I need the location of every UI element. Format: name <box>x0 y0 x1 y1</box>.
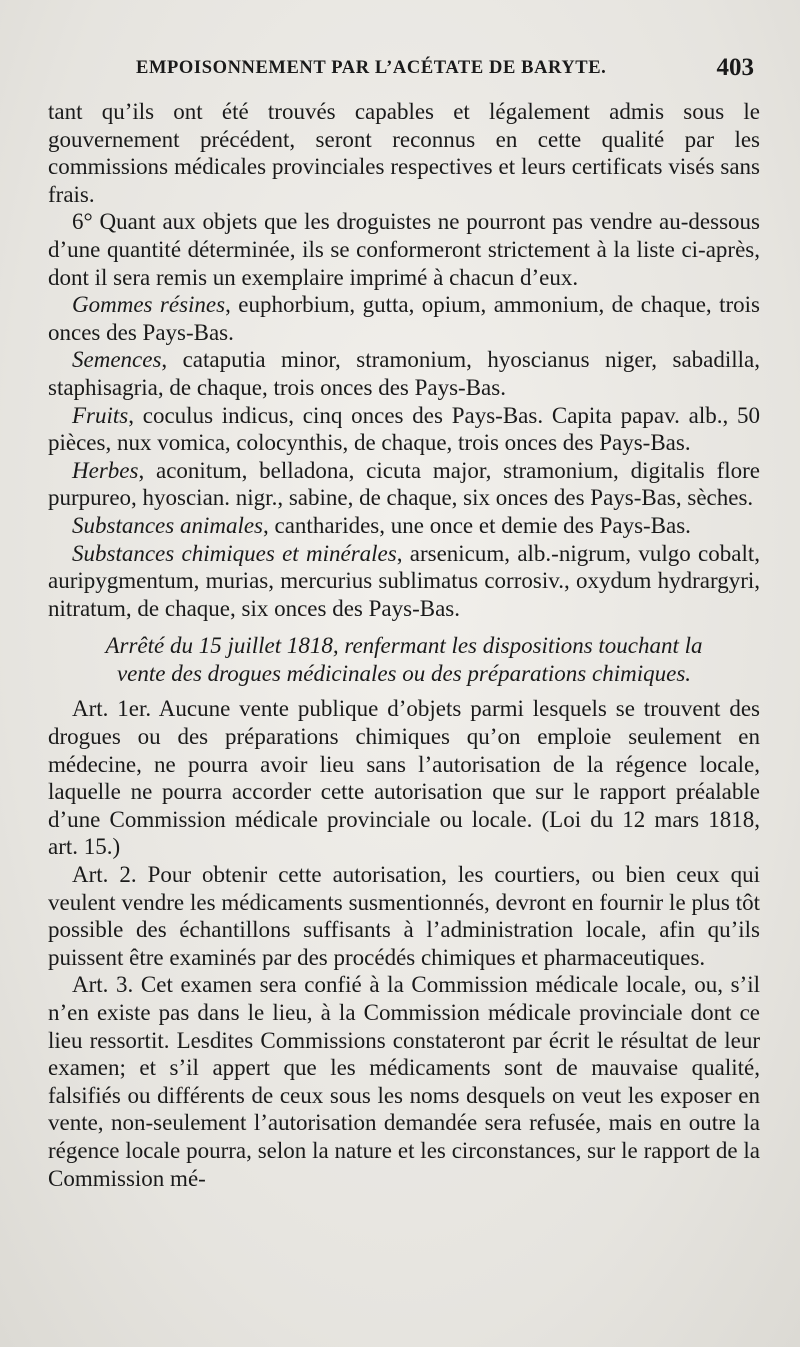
paragraph-continuation: tant qu’ils ont été trouvés capables et légalement admis sous le gouvernement précédent, seront reconnus en cette qualité par les commissions médicales provinciales respectives et leurs certificats visés sans frais. <box>48 99 760 207</box>
entry-text: , aconitum, belladona, cicuta major, stramonium, digitalis flore purpureo, hyoscian. nigr., sabine, de chaque, six onces des Pays-Bas, sèches. <box>48 457 760 511</box>
entry-text: , cataputia minor, stramonium, hyoscianus niger, sabadilla, staphisagria, de chaque, trois onces des Pays-Bas. <box>48 347 760 400</box>
arrete-heading <box>48 632 760 687</box>
list-entry-animales <box>48 512 760 540</box>
entry-label: Fruits <box>72 402 129 428</box>
page-number: 403 <box>716 54 754 81</box>
arrete-heading-line1: Arrêté du 15 juillet 1818, renfermant les dispositions touchant la <box>105 633 703 659</box>
list-entry-herbes <box>48 457 760 512</box>
running-title: EMPOISONNEMENT PAR L’ACÉTATE DE BARYTE. <box>136 58 607 78</box>
list-entry-semences <box>48 346 760 401</box>
list-entry-chimiques <box>48 540 760 623</box>
article-3: Art. 3. Cet examen sera confié à la Commission médicale locale, ou, s’il n’en existe pas dans le lieu, à la Commission médicale provinciale dont ce lieu ressortit. Lesdites Commissions constateront par écrit le résultat de leur examen; et s’il appert que les médicaments sont de mauvaise qualité, falsifiés ou différents de ceux sous les noms desquels on veut les exposer en vente, non-seulement l’autorisation demandée sera refusée, mais en outre la régence locale pourra, selon la nature et les circonstances, sur le rapport de la Commission mé- <box>48 972 760 1191</box>
article-2: Art. 2. Pour obtenir cette autorisation, les courtiers, ou bien ceux qui veulent vendre les médicaments susmentionnés, devront en fournir le plus tôt possible des échantillons suffisants à l’administration locale, afin qu’ils puissent être examinés par des procédés chimiques et pharmaceutiques. <box>48 862 760 970</box>
entry-text: , euphorbium, gutta, opium, ammonium, de chaque, trois onces des Pays-Bas. <box>48 292 760 345</box>
paragraph-item-6: 6° Quant aux objets que les droguistes ne pourront pas vendre au-dessous d’une quantité déterminée, ils se conformeront strictement à la liste ci-après, dont il sera remis un exemplaire imprimé à chacun d’eux. <box>48 209 760 290</box>
page-header <box>48 52 760 92</box>
entry-label: Gommes résines <box>72 292 226 318</box>
entry-text: , arsenicum, alb.-nigrum, vulgo cobalt, auripygmentum, murias, mercurius sublimatus corrosiv., oxydum hydrargyri, nitratum, de chaque, six onces des Pays-Bas. <box>48 540 760 621</box>
entry-text: , coculus indicus, cinq onces des Pays-Bas. Capita papav. alb., 50 pièces, nux vomica, colocynthis, de chaque, trois onces des Pays-Bas. <box>48 402 760 456</box>
article-1: Art. 1er. Aucune vente publique d’objets parmi lesquels se trouvent des drogues ou des préparations chimiques qu’on emploie seulement en médecine, ne pourra avoir lieu sans l’autorisation de la régence locale, laquelle ne pourra accorder cette autorisation que sur le rapport préalable d’une Commission médicale provinciale ou locale. (Loi du 12 mars 1818, art. 15.) <box>48 696 760 860</box>
arrete-heading-line2: vente des drogues médicinales ou des préparations chimiques. <box>116 660 692 686</box>
page-body <box>48 98 760 1192</box>
entry-label: Semences <box>72 347 162 373</box>
entry-label: Substances animales <box>72 512 264 538</box>
list-entry-fruits <box>48 402 760 457</box>
list-entry-gommes <box>48 291 760 346</box>
entry-text: , cantharides, une once et demie des Pays-Bas. <box>263 512 691 538</box>
entry-label: Herbes <box>72 457 139 483</box>
entry-label: Substances chimiques et minérales <box>72 540 397 566</box>
